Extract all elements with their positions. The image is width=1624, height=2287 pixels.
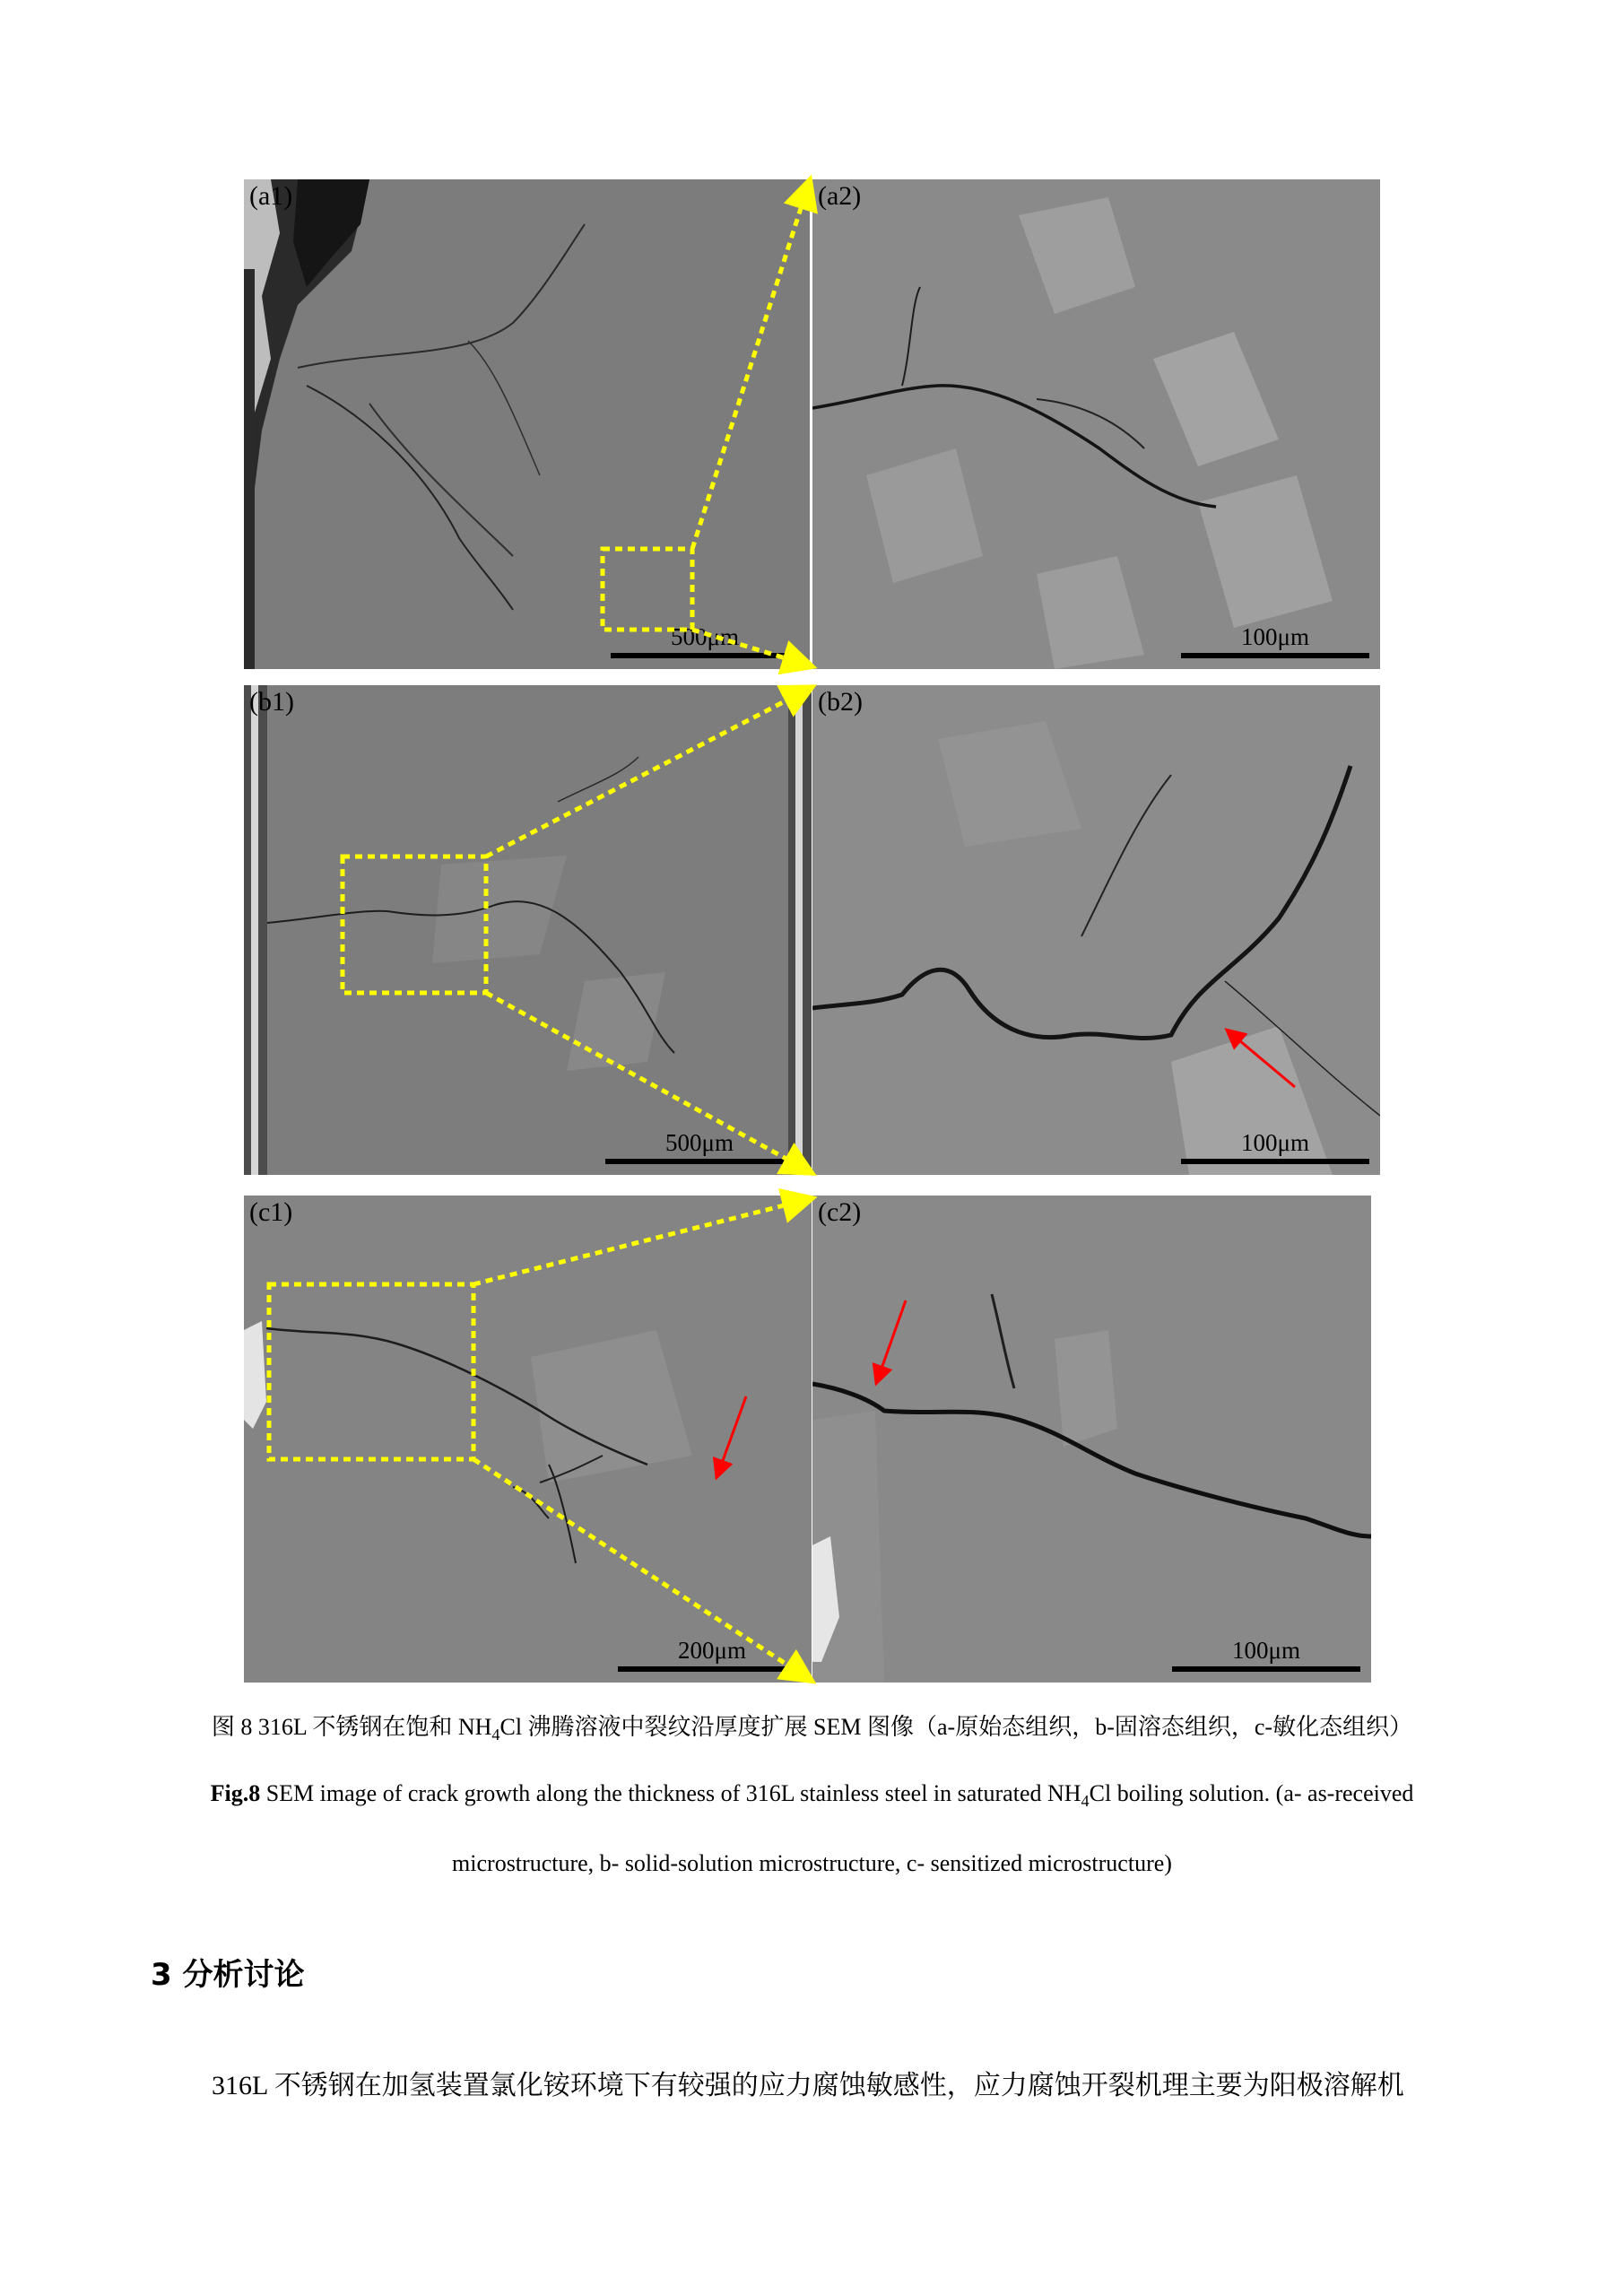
scale-bar-line	[605, 1159, 794, 1164]
caption-en-subscript: 4	[1081, 1792, 1090, 1811]
section-heading: 3 分析讨论	[151, 1957, 305, 1993]
scale-bar	[1181, 625, 1369, 658]
scale-bar-line	[618, 1666, 806, 1672]
figure-caption-en	[0, 1780, 1624, 1811]
scale-bar-label: 100μm	[1232, 1637, 1300, 1664]
scale-bar	[618, 1639, 806, 1672]
sem-image-b2	[812, 685, 1380, 1175]
panel-label: (a2)	[818, 181, 862, 211]
scale-bar-line	[611, 653, 799, 658]
scale-bar	[605, 1131, 794, 1164]
scale-bar	[1181, 1131, 1369, 1164]
panel-label: (c1)	[249, 1197, 293, 1227]
caption-cn-part: Cl 沸腾溶液中裂纹沿厚度扩展 SEM 图像（a-原始态组织，b-固溶态组织，c-敏化态组织）	[499, 1714, 1413, 1740]
panel-label: (a1)	[249, 181, 293, 211]
scale-bar-line	[1181, 653, 1369, 658]
panel-label: (c2)	[818, 1197, 862, 1227]
scale-bar	[611, 625, 799, 658]
sem-image-a2	[812, 179, 1380, 669]
sem-panel-c1	[244, 1196, 812, 1683]
body-paragraph: 316L 不锈钢在加氢装置氯化铵环境下有较强的应力腐蚀敏感性，应力腐蚀开裂机理主要为阳极溶解机	[212, 2071, 1404, 2100]
figure-caption-cn	[0, 1709, 1624, 1744]
scale-bar-label: 500μm	[665, 1129, 734, 1156]
sem-panel-a2	[812, 179, 1380, 669]
caption-cn-subscript: 4	[491, 1726, 500, 1744]
sem-panel-b2	[812, 685, 1380, 1175]
sem-panel-a1	[244, 179, 810, 669]
scale-bar-line	[1181, 1159, 1369, 1164]
sem-image-b1	[244, 685, 812, 1175]
sem-image-a1	[244, 179, 810, 669]
scale-bar	[1172, 1639, 1360, 1672]
sem-image-c1	[244, 1196, 812, 1683]
caption-en-part: Cl boiling solution. (a- as-received	[1089, 1780, 1414, 1806]
caption-cn-part: 图 8 316L 不锈钢在饱和 NH	[211, 1714, 492, 1740]
scale-bar-label: 100μm	[1241, 623, 1309, 650]
sem-panel-c2	[812, 1196, 1371, 1683]
caption-en-part: SEM image of crack growth along the thickness of 316L stainless steel in saturated NH	[260, 1780, 1081, 1806]
panel-label: (b2)	[818, 687, 863, 717]
scale-bar-label: 500μm	[671, 623, 739, 650]
scale-bar-line	[1172, 1666, 1360, 1672]
panel-label: (b1)	[249, 687, 294, 717]
figure-caption-en-line2: microstructure, b- solid-solution microstructure, c- sensitized microstructure)	[452, 1850, 1172, 1876]
scale-bar-label: 100μm	[1241, 1129, 1309, 1156]
sem-image-c2	[812, 1196, 1371, 1683]
sem-panel-b1	[244, 685, 812, 1175]
figure-number: Fig.8	[210, 1780, 261, 1806]
scale-bar-label: 200μm	[678, 1637, 746, 1664]
